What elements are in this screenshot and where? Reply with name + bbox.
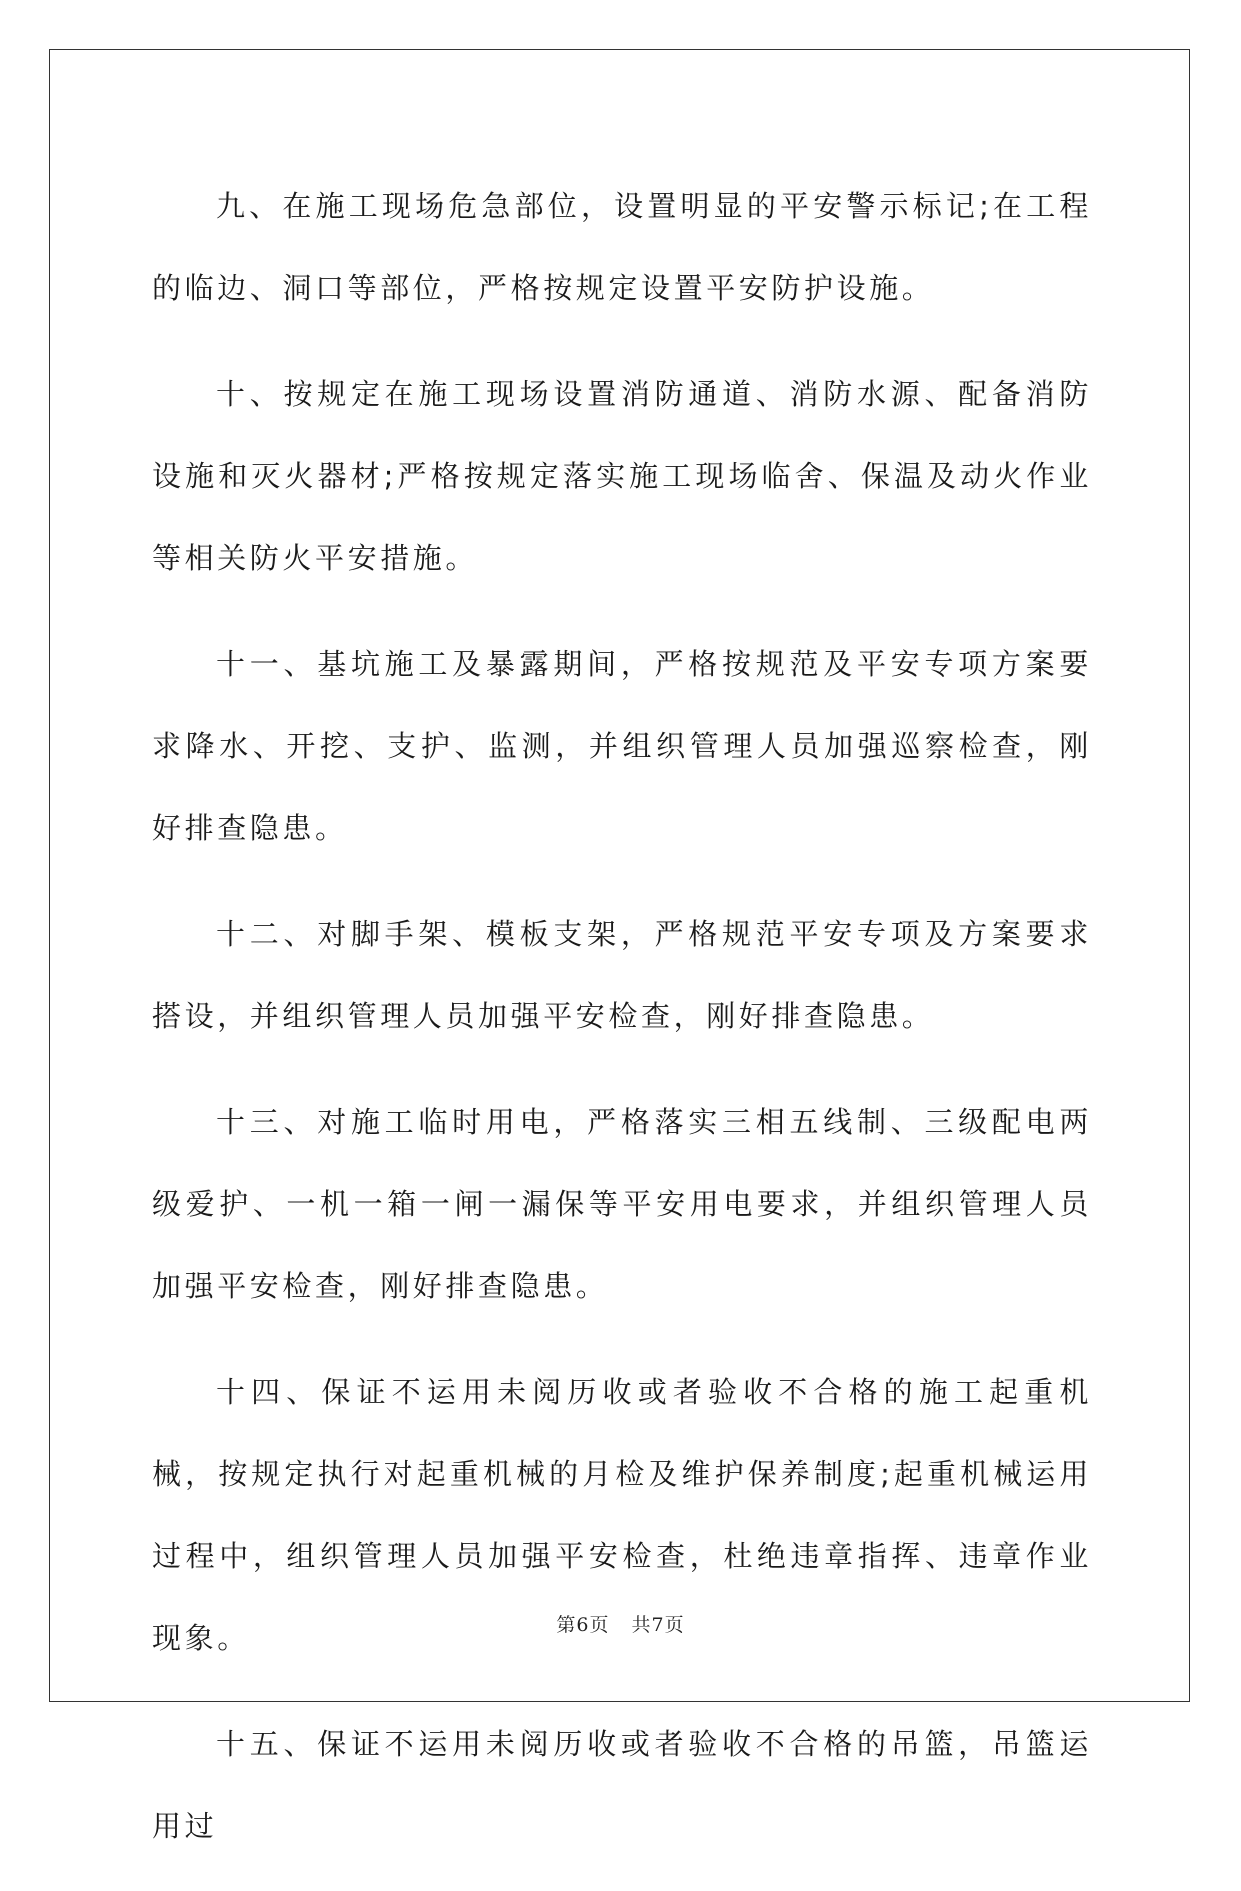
paragraph-11: 十一、基坑施工及暴露期间，严格按规范及平安专项方案要求降水、开挖、支护、监测，并组织管理人员加强巡察检查，刚好排查隐患。 — [152, 647, 1092, 845]
paragraph-14: 十四、保证不运用未阅历收或者验收不合格的施工起重机械，按规定执行对起重机械的月检及维护保养制度;起重机械运用过程中，组织管理人员加强平安检查，杜绝违章指挥、违章作业现象。 — [152, 1375, 1092, 1655]
paragraph-15: 十五、保证不运用未阅历收或者验收不合格的吊篮，吊篮运用过 — [152, 1727, 1092, 1843]
paragraph-13: 十三、对施工临时用电，严格落实三相五线制、三级配电两级爱护、一机一箱一闸一漏保等平安用电要求，并组织管理人员加强平安检查，刚好排查隐患。 — [152, 1105, 1092, 1303]
current-page-number: 第6页 — [556, 1614, 610, 1636]
paragraph-10: 十、按规定在施工现场设置消防通道、消防水源、配备消防设施和灭火器材;严格按规定落实施工现场临舍、保温及动火作业等相关防火平安措施。 — [152, 377, 1092, 575]
page-footer — [0, 1610, 1241, 1637]
total-page-count: 共7页 — [631, 1614, 685, 1636]
paragraph-9: 九、在施工现场危急部位，设置明显的平安警示标记;在工程的临边、洞口等部位，严格按规定设置平安防护设施。 — [152, 189, 1092, 305]
paragraph-12: 十二、对脚手架、模板支架，严格规范平安专项及方案要求搭设，并组织管理人员加强平安检查，刚好排查隐患。 — [152, 917, 1092, 1033]
